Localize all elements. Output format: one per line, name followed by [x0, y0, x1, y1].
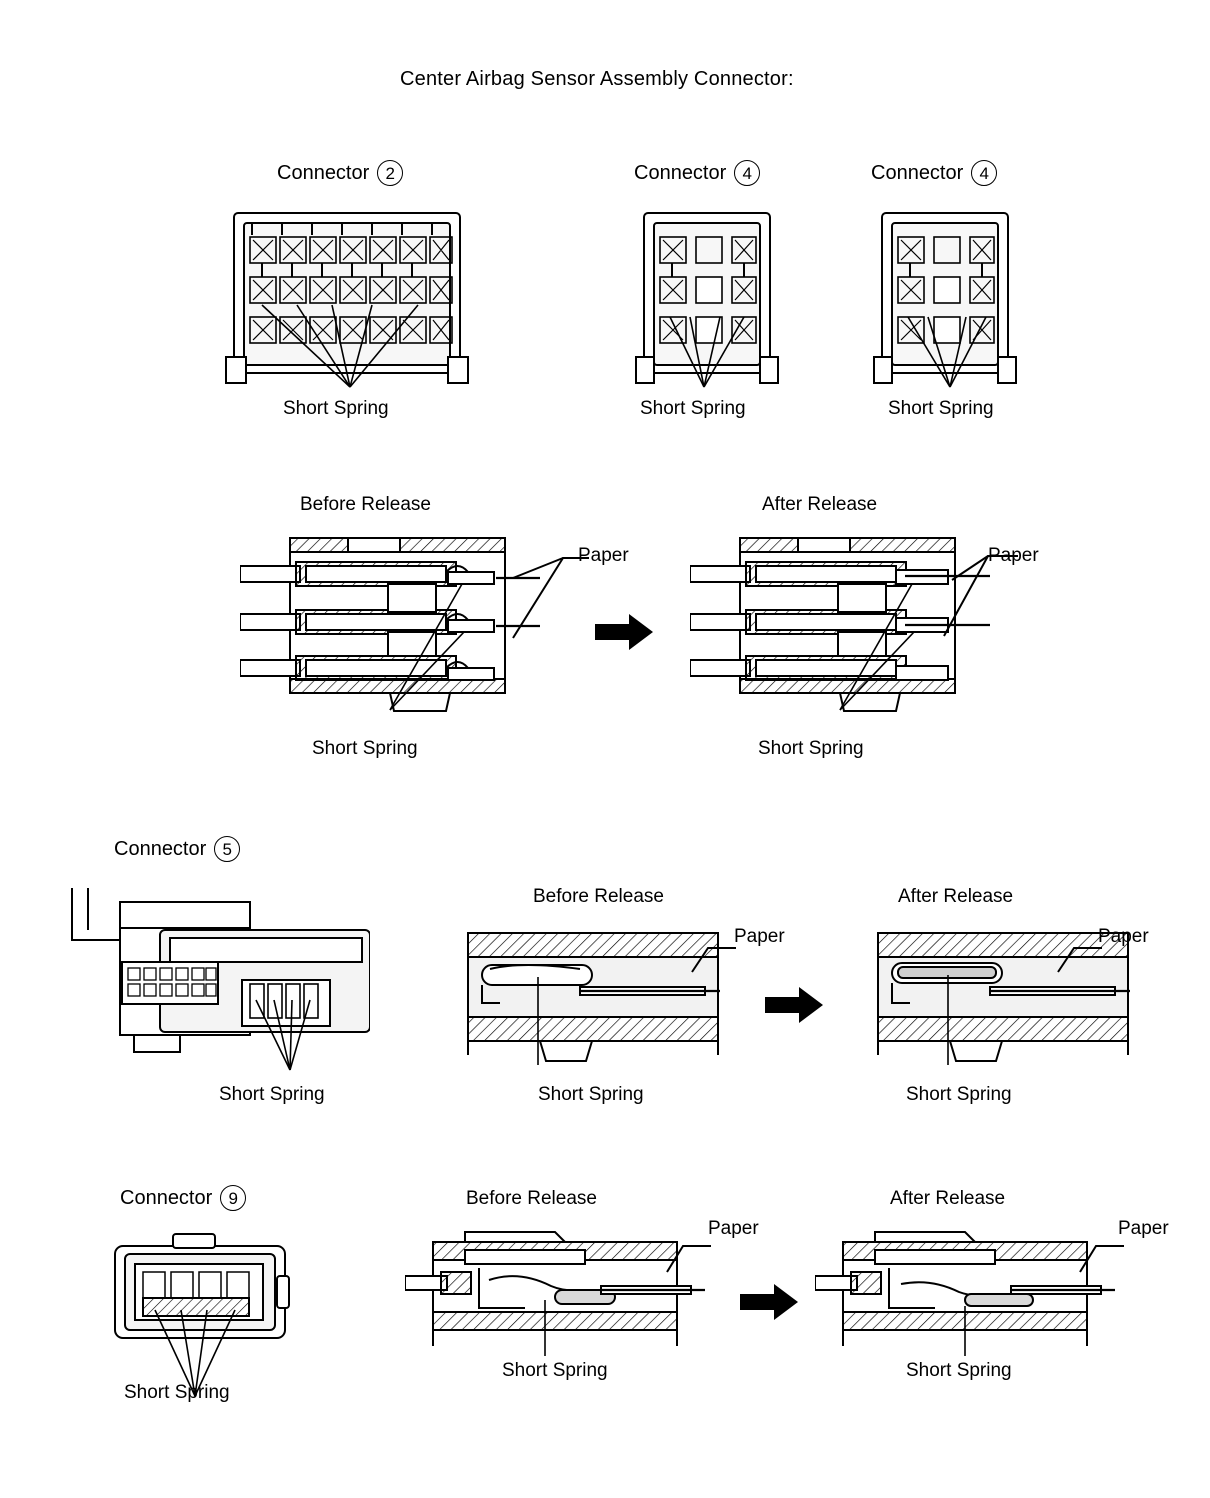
connector-9-number: 9	[220, 1185, 246, 1211]
connector-4b-short-spring-callout: Short Spring	[888, 398, 994, 419]
row4-before-paper-label: Paper	[708, 1218, 759, 1239]
row4-before-heading: Before Release	[466, 1188, 597, 1209]
row4-after-paper-label: Paper	[1118, 1218, 1169, 1239]
process-arrow-row4	[740, 1282, 800, 1322]
connector-2-number: 2	[377, 160, 403, 186]
connector-9-label: Connector	[120, 1186, 213, 1209]
connector-4b-number: 4	[971, 160, 997, 186]
connector-4b-figure	[870, 205, 1030, 395]
process-arrow-row2	[595, 612, 655, 652]
row3-before-paper-leader	[690, 940, 740, 980]
connector-4a-number: 4	[734, 160, 760, 186]
connector-5-figure	[60, 880, 370, 1080]
row4-after-heading: After Release	[890, 1188, 1006, 1209]
row2-before-short-spring-callout: Short Spring	[312, 738, 418, 759]
row3-before-paper-label: Paper	[734, 926, 785, 947]
row3-after-paper-label: Paper	[1098, 926, 1149, 947]
connector-2-short-spring-callout: Short Spring	[283, 398, 389, 419]
connector-4a-short-spring-callout: Short Spring	[640, 398, 746, 419]
row3-before-heading: Before Release	[533, 886, 664, 907]
row2-before-heading: Before Release	[300, 494, 431, 515]
row2-before-figure	[240, 528, 540, 713]
row4-after-figure	[815, 1228, 1115, 1358]
row4-after-paper-leader	[1078, 1238, 1128, 1278]
row3-before-figure	[430, 925, 720, 1070]
connector-5-label: Connector	[114, 837, 207, 860]
connector-5-short-spring-callout: Short Spring	[219, 1084, 325, 1105]
row2-before-paper-label: Paper	[578, 545, 629, 566]
page-title: Center Airbag Sensor Assembly Connector:	[400, 68, 794, 90]
row3-after-short-spring-callout: Short Spring	[906, 1084, 1012, 1105]
connector-2-label: Connector	[277, 161, 370, 184]
connector-4b-label: Connector	[871, 161, 964, 184]
connector-4a-label: Connector	[634, 161, 727, 184]
connector-9-heading	[120, 1185, 246, 1211]
row4-before-paper-leader	[665, 1238, 715, 1278]
row3-after-heading: After Release	[898, 886, 1014, 907]
row4-before-figure	[405, 1228, 705, 1358]
process-arrow-row3	[765, 985, 825, 1025]
row3-before-short-spring-callout: Short Spring	[538, 1084, 644, 1105]
connector-4a-figure	[632, 205, 792, 395]
row2-after-short-spring-callout: Short Spring	[758, 738, 864, 759]
connector-2-heading	[277, 160, 403, 186]
row4-after-short-spring-callout: Short Spring	[906, 1360, 1012, 1381]
connector-4a-heading	[634, 160, 760, 186]
connector-5-heading	[114, 836, 240, 862]
row2-after-paper-label: Paper	[988, 545, 1039, 566]
connector-2-figure	[222, 205, 472, 395]
row2-after-heading: After Release	[762, 494, 878, 515]
connector-5-number: 5	[214, 836, 240, 862]
connector-9-short-spring-callout: Short Spring	[124, 1382, 230, 1403]
connector-4b-heading	[871, 160, 997, 186]
row4-before-short-spring-callout: Short Spring	[502, 1360, 608, 1381]
